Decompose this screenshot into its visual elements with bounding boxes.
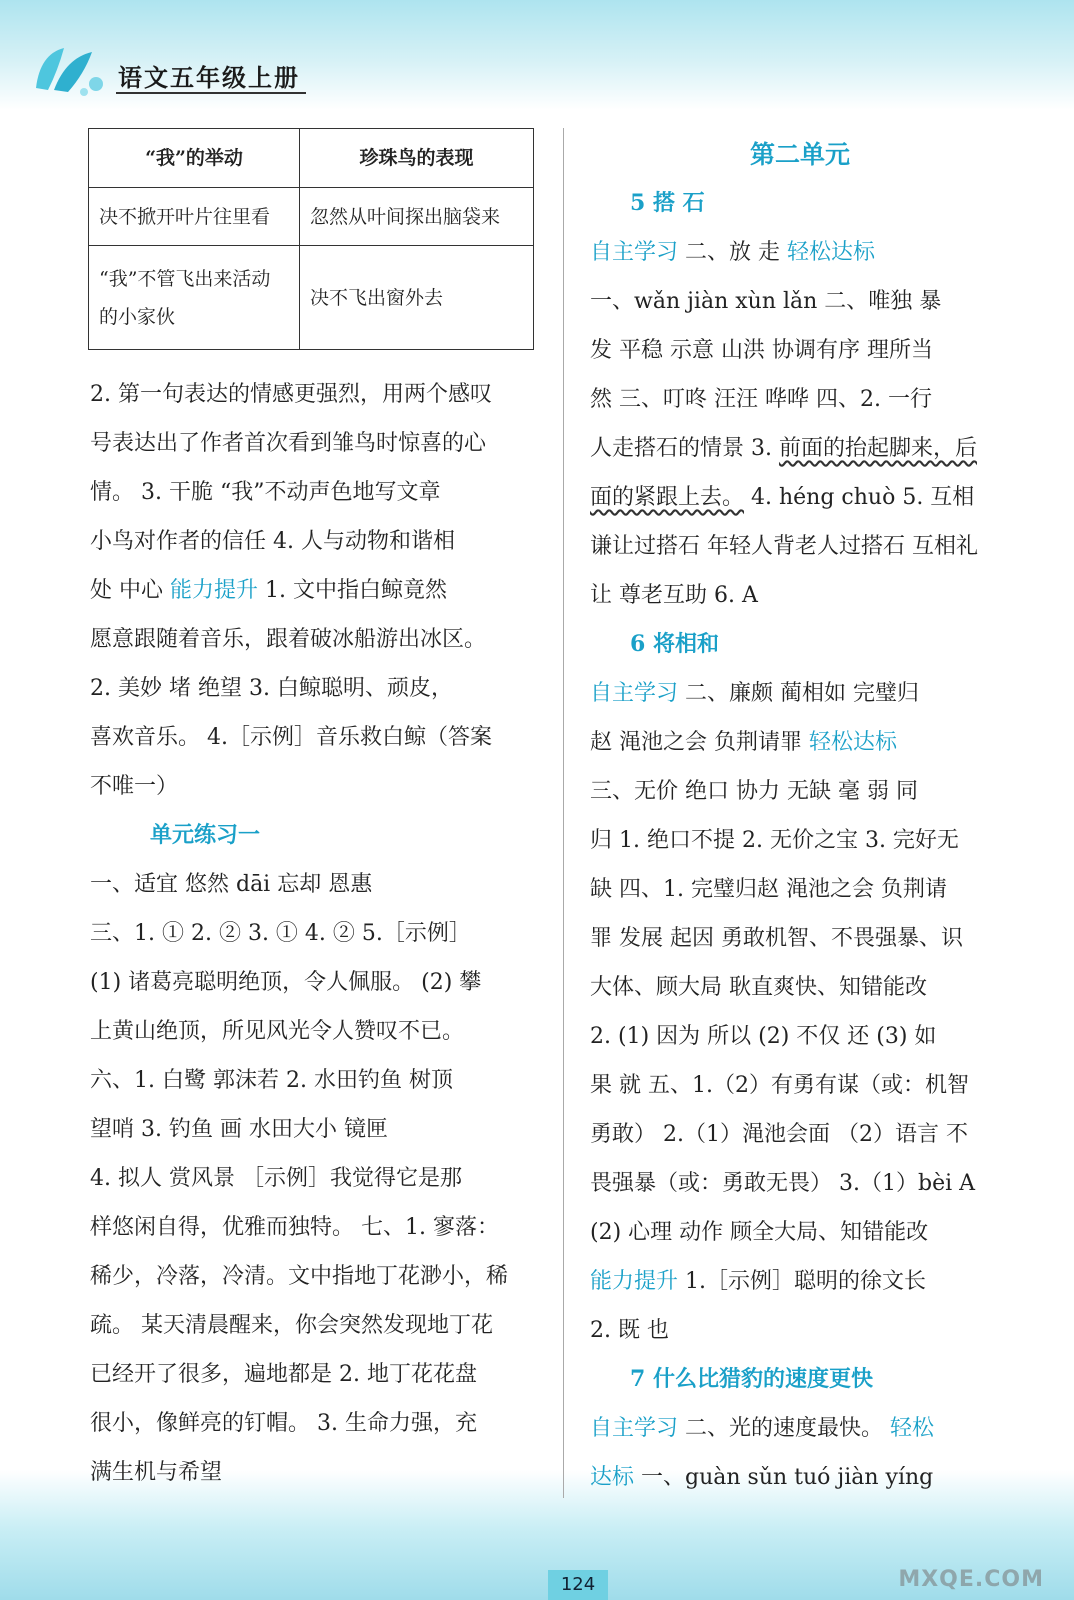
section-label-easy: 轻松 xyxy=(890,1416,935,1441)
unit-practice-title: 单元练习一 xyxy=(150,822,261,848)
answer-line: 让 尊老互助 6. A xyxy=(590,583,758,608)
page-header-title: 语文五年级上册 xyxy=(118,63,300,92)
answer-line: 愿意跟随着音乐，跟着破冰船游出冰区。 xyxy=(90,627,487,652)
table-row xyxy=(89,188,534,246)
answer-text: 1. 文中指白鲸竟然 xyxy=(258,578,447,603)
answer-text: 赵 渑池之会 负荆请罪 xyxy=(590,730,809,755)
answer-text: 人走搭石的情景 3. xyxy=(590,436,779,461)
answer-line: (2) 心理 动作 顾全大局、知错能改 xyxy=(590,1220,929,1245)
answer-line: 2. (1) 因为 所以 (2) 不仅 还 (3) 如 xyxy=(590,1024,937,1049)
answer-line: 满生机与希望 xyxy=(90,1460,223,1485)
answer-line: 已经开了很多，遍地都是 2. 地丁花花盘 xyxy=(90,1362,477,1387)
answer-line: 一、适宜 悠然 dāi 忘却 恩惠 xyxy=(90,872,373,897)
answer-line xyxy=(590,1453,1050,1502)
answer-line: 畏强暴（或：勇敢无畏） 3.（1）bèi A xyxy=(590,1171,976,1196)
answer-text: 二、放 走 xyxy=(678,240,787,265)
answer-line: 然 三、叮咚 汪汪 哗哗 四、2. 一行 xyxy=(590,387,932,412)
answer-line: (1) 诸葛亮聪明绝顶，令人佩服。 (2) 攀 xyxy=(90,970,482,995)
answer-line: 缺 四、1. 完璧归赵 渑池之会 负荆请 xyxy=(590,877,947,902)
section-label-standard: 达标 xyxy=(590,1465,635,1490)
answer-line: 果 就 五、1.（2）有勇有谋（或：机智 xyxy=(590,1073,969,1098)
table-header-cell: “我”的举动 xyxy=(89,129,300,188)
answer-line xyxy=(590,669,1050,718)
answer-line xyxy=(590,1257,1050,1306)
section-label-ability: 能力提升 xyxy=(590,1269,679,1294)
answer-line: 样悠闲自得，优雅而独特。 七、1. 寥落： xyxy=(90,1215,499,1240)
answer-line: 情。 3. 干脆 “我”不动声色地写文章 xyxy=(90,480,441,505)
answer-line xyxy=(590,473,1050,522)
section-label-ability: 能力提升 xyxy=(170,578,259,603)
wavy-underlined-text: 前面的抬起脚来，后 xyxy=(778,436,977,461)
lesson-title: 6 将相和 xyxy=(630,631,719,657)
right-column xyxy=(590,130,1050,1502)
section-label-self-study: 自主学习 xyxy=(590,681,679,706)
section-label-self-study: 自主学习 xyxy=(590,1416,679,1441)
section-label-self-study: 自主学习 xyxy=(590,240,679,265)
book-logo-icon xyxy=(30,40,110,100)
header-underline xyxy=(116,92,306,94)
answer-line: 不唯一） xyxy=(90,774,179,799)
answer-text: 处 中心 xyxy=(90,578,170,603)
answer-line: 稀少，冷落，冷清。文中指地丁花渺小，稀 xyxy=(90,1264,509,1289)
watermark-logo xyxy=(894,1532,1044,1592)
answer-line: 六、1. 白鹭 郭沫若 2. 水田钓鱼 树顶 xyxy=(90,1068,453,1093)
answer-text: 4. héng chuò 5. 互相 xyxy=(744,485,975,510)
section-label-easy-standard: 轻松达标 xyxy=(808,730,897,755)
table-cell: “我”不管飞出来活动的小家伙 xyxy=(89,246,300,350)
answer-line: 2. 第一句表达的情感更强烈，用两个感叹 xyxy=(90,382,492,407)
left-column xyxy=(90,370,550,1497)
answer-line: 谦让过搭石 年轻人背老人过搭石 互相礼 xyxy=(590,534,978,559)
answer-line: 号表达出了作者首次看到雏鸟时惊喜的心 xyxy=(90,431,487,456)
answer-line: 喜欢音乐。 4.［示例］音乐救白鲸（答案 xyxy=(90,725,492,750)
answer-text: 二、廉颇 蔺相如 完璧归 xyxy=(678,681,919,706)
answer-line: 一、wǎn jiàn xùn lǎn 二、唯独 暴 xyxy=(590,289,942,314)
answer-line: 小鸟对作者的信任 4. 人与动物和谐相 xyxy=(90,529,455,554)
table-row xyxy=(89,246,534,350)
answer-line: 勇敢） 2.（1）渑池会面 （2）语言 不 xyxy=(590,1122,968,1147)
answer-line: 疏。 某天清晨醒来，你会突然发现地丁花 xyxy=(90,1313,493,1338)
comparison-table xyxy=(88,128,534,350)
answer-line xyxy=(90,566,550,615)
section-label-easy-standard: 轻松达标 xyxy=(787,240,876,265)
answer-line: 归 1. 绝口不提 2. 无价之宝 3. 完好无 xyxy=(590,828,959,853)
table-header-cell: 珍珠鸟的表现 xyxy=(300,129,534,188)
answer-line: 望哨 3. 钓鱼 画 水田大小 镜匣 xyxy=(90,1117,388,1142)
answer-line: 2. 既 也 xyxy=(590,1318,669,1343)
wavy-underlined-text: 面的紧跟上去。 xyxy=(590,485,745,510)
answer-line: 4. 拟人 赏风景 ［示例］我觉得它是那 xyxy=(90,1166,462,1191)
answer-line: 三、1. ① 2. ② 3. ① 4. ② 5.［示例］ xyxy=(90,921,471,946)
watermark-text: MXQE.COM xyxy=(898,1567,1044,1592)
answer-line: 很小，像鲜亮的钉帽。 3. 生命力强，充 xyxy=(90,1411,477,1436)
answer-line: 大体、顾大局 耿直爽快、知错能改 xyxy=(590,975,927,1000)
answer-line: 上黄山绝顶，所见风光令人赞叹不已。 xyxy=(90,1019,465,1044)
answer-text: 一、guàn sǔn tuó jiàn yíng xyxy=(634,1465,934,1490)
answer-line xyxy=(590,718,1050,767)
table-cell: 忽然从叶间探出脑袋来 xyxy=(300,188,534,246)
unit-title: 第二单元 xyxy=(750,140,851,169)
answer-line xyxy=(590,228,1050,277)
answer-text: 1.［示例］聪明的徐文长 xyxy=(678,1269,926,1294)
table-cell: 决不飞出窗外去 xyxy=(300,246,534,350)
table-cell: 决不掀开叶片往里看 xyxy=(89,188,300,246)
answer-text: 二、光的速度最快。 xyxy=(678,1416,891,1441)
answer-line: 三、无价 绝口 协力 无缺 毫 弱 同 xyxy=(590,779,918,804)
answer-line xyxy=(590,1404,1050,1453)
answer-line: 发 平稳 示意 山洪 协调有序 理所当 xyxy=(590,338,933,363)
answer-line: 2. 美妙 堵 绝望 3. 白鲸聪明、顽皮， xyxy=(90,676,453,701)
answer-line: 罪 发展 起因 勇敢机智、不畏强暴、识 xyxy=(590,926,963,951)
column-divider xyxy=(563,128,564,1498)
page-number: 124 xyxy=(548,1570,608,1600)
answer-line xyxy=(590,424,1050,473)
table-header-row xyxy=(89,129,534,188)
lesson-title: 5 搭 石 xyxy=(630,190,705,216)
lesson-title: 7 什么比猎豹的速度更快 xyxy=(630,1366,873,1392)
